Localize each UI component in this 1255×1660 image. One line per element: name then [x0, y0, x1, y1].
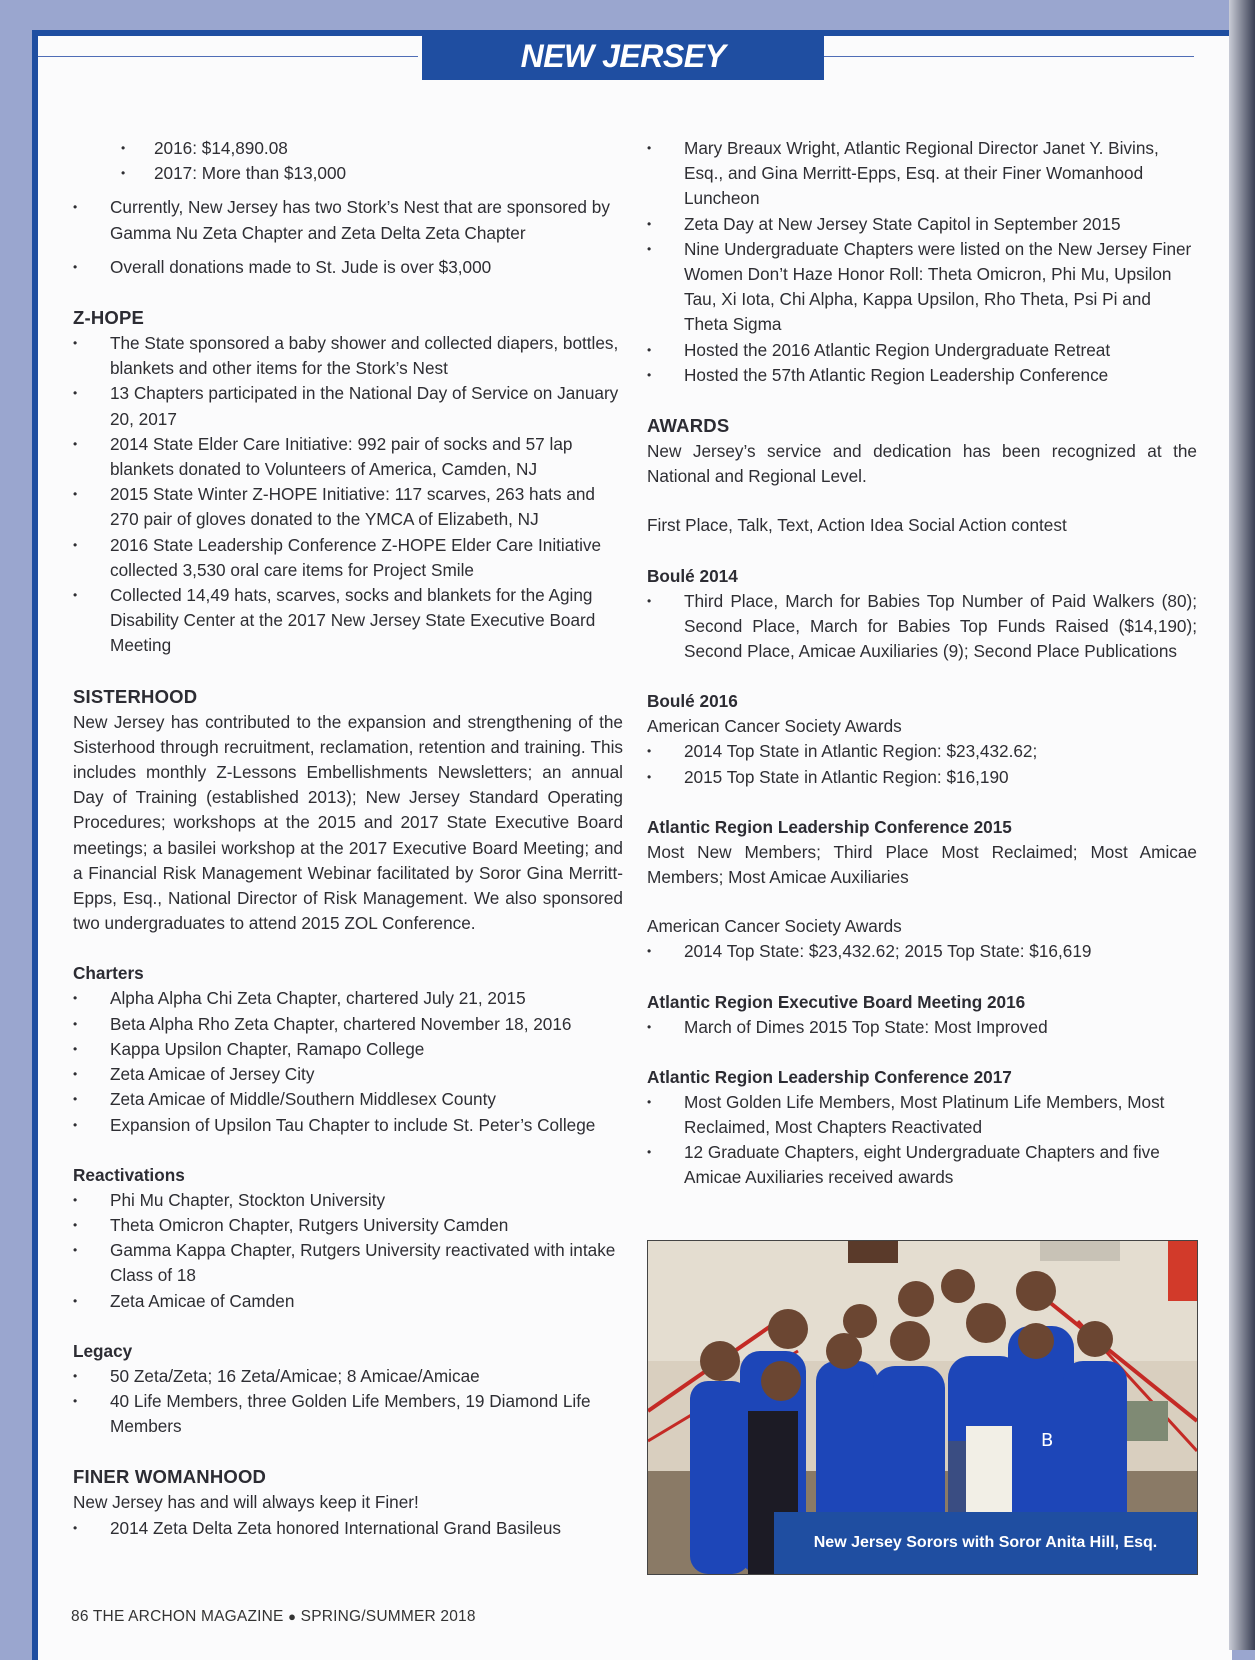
list-item: • 2016: $14,890.08: [110, 136, 623, 161]
sisterhood-paragraph: New Jersey has contributed to the expansion and strengthening of the Sisterhood through recruitment, reclamation, retention and training. This includes monthly Z-Lessons Embellishments Newsletters; an annual Day of Training (established 2013); New Jersey Standard Operating Procedures; workshops at the 2015 and 2017 State Executive Board meetings; a basilei workshop at the 2017 Executive Board Meeting; and a Financial Risk Management Webinar facilitated by Soror Gina Merritt-Epps, Esq., National Director of Risk Management. We also sponsored two undergraduates to attend 2015 ZOL Conference.: [73, 711, 623, 934]
list-item: • Most Golden Life Members, Most Platinum Life Members, Most Reclaimed, Most Chapters Reactivated: [647, 1090, 1197, 1140]
page-title: NEW JERSEY: [422, 32, 824, 80]
subheading-boule-2014: Boulé 2014: [647, 565, 738, 586]
list-item: • 2014 Top State in Atlantic Region: $23,432.62;: [647, 739, 1197, 764]
list-item: • Gamma Kappa Chapter, Rutgers University reactivated with intake Class of 18: [73, 1238, 623, 1288]
donation-bullets: [73, 195, 623, 280]
list-item: • 2015 Top State in Atlantic Region: $16,190: [647, 765, 1197, 790]
subheading-reactivations: Reactivations: [73, 1164, 185, 1185]
list-item: • 2014 Top State: $23,432.62; 2015 Top State: $16,619: [647, 939, 1197, 964]
donation-years-list: [73, 136, 623, 186]
svg-text:B: B: [1041, 1430, 1054, 1451]
section-heading-finer-womanhood: FINER WOMANHOOD: [73, 1466, 267, 1488]
list-item: • Hosted the 2016 Atlantic Region Undergraduate Retreat: [647, 338, 1197, 363]
list-item: • 40 Life Members, three Golden Life Members, 19 Diamond Life Members: [73, 1389, 623, 1439]
list-item: • Third Place, March for Babies Top Number of Paid Walkers (80); Second Place, March for Babies Top Funds Raised ($14,190); Second Place, Amicae Auxiliaries (9); Second Place Publications: [647, 589, 1197, 665]
list-item: • 2017: More than $13,000: [110, 161, 623, 186]
list-item: • 12 Graduate Chapters, eight Undergraduate Chapters and five Amicae Auxiliaries received awards: [647, 1140, 1197, 1190]
section-heading-sisterhood: SISTERHOOD: [73, 685, 198, 707]
list-item: • Overall donations made to St. Jude is over $3,000: [73, 255, 623, 280]
list-item: • 50 Zeta/Zeta; 16 Zeta/Amicae; 8 Amicae/Amicae: [73, 1364, 623, 1389]
list-item: • 2014 Zeta Delta Zeta honored International Grand Basileus: [73, 1516, 623, 1541]
list-item: • The State sponsored a baby shower and collected diapers, bottles, blankets and other items for the Stork’s Nest: [73, 331, 623, 381]
subheading-legacy: Legacy: [73, 1340, 133, 1361]
right-column: [647, 136, 1197, 1191]
header-rule-left: [38, 56, 418, 57]
list-item: • Hosted the 57th Atlantic Region Leadership Conference: [647, 363, 1197, 388]
footer-bullet-icon: ●: [288, 1609, 297, 1624]
boule-2016-list: [647, 739, 1197, 789]
list-item: • Currently, New Jersey has two Stork’s Nest that are sponsored by Gamma Nu Zeta Chapter and Zeta Delta Zeta Chapter: [73, 195, 623, 245]
page-footer: [71, 1608, 476, 1626]
list-item: • Zeta Amicae of Middle/Southern Middlesex County: [73, 1087, 623, 1112]
list-item: • Collected 14,49 hats, scarves, socks and blankets for the Aging Disability Center at the 2017 New Jersey State Executive Board Meeting: [73, 583, 623, 659]
section-heading-awards: AWARDS: [647, 415, 730, 437]
list-item: • Zeta Day at New Jersey State Capitol in September 2015: [647, 212, 1197, 237]
list-item: • Zeta Amicae of Jersey City: [73, 1062, 623, 1087]
list-item: • 13 Chapters participated in the National Day of Service on January 20, 2017: [73, 381, 623, 431]
boule-2016-subtitle: American Cancer Society Awards: [647, 716, 902, 737]
list-item: • Beta Alpha Rho Zeta Chapter, chartered November 18, 2016: [73, 1012, 623, 1037]
subheading-arlc-2015: Atlantic Region Leadership Conference 2015: [647, 816, 1012, 837]
arebm-2016-list: [647, 1015, 1197, 1040]
list-item: • 2014 State Elder Care Initiative: 992 pair of socks and 57 lap blankets donated to Volunteers of America, Camden, NJ: [73, 432, 623, 482]
finer-womanhood-continued-list: [647, 136, 1197, 388]
subheading-arlc-2017: Atlantic Region Leadership Conference 2017: [647, 1066, 1012, 1087]
legacy-list: [73, 1364, 623, 1440]
page-number: 86: [71, 1608, 89, 1625]
arlc-2015-paragraph: Most New Members; Third Place Most Reclaimed; Most Amicae Members; Most Amicae Auxiliaries: [647, 841, 1197, 888]
list-item: • Expansion of Upsilon Tau Chapter to include St. Peter’s College: [73, 1113, 623, 1138]
list-item: • Zeta Amicae of Camden: [73, 1289, 623, 1314]
awards-first-place: First Place, Talk, Text, Action Idea Social Action contest: [647, 515, 1067, 536]
list-item: • Theta Omicron Chapter, Rutgers University Camden: [73, 1213, 623, 1238]
left-column: [73, 136, 623, 1541]
issue-date: SPRING/SUMMER 2018: [300, 1608, 476, 1625]
subheading-charters: Charters: [73, 963, 144, 984]
arlc-2017-list: [647, 1090, 1197, 1191]
header-rule-right: [786, 56, 1194, 57]
arlc-2015-subtitle: American Cancer Society Awards: [647, 916, 902, 937]
zhope-list: [73, 331, 623, 659]
list-item: • Kappa Upsilon Chapter, Ramapo College: [73, 1037, 623, 1062]
list-item: • Nine Undergraduate Chapters were listed on the New Jersey Finer Women Don’t Haze Honor Roll: Theta Omicron, Phi Mu, Upsilon Tau, Xi Iota, Chi Alpha, Kappa Upsilon, Rho Theta, Psi Pi and Theta Sigma: [647, 237, 1197, 338]
list-item: • Alpha Alpha Chi Zeta Chapter, chartered July 21, 2015: [73, 986, 623, 1011]
subheading-arebm-2016: Atlantic Region Executive Board Meeting 2016: [647, 991, 1026, 1012]
photo-caption: New Jersey Sorors with Soror Anita Hill, Esq.: [774, 1512, 1197, 1574]
section-heading-zhope: Z-HOPE: [73, 307, 145, 329]
arlc-2015-list: [647, 939, 1197, 964]
continuation-text: Mary Breaux Wright, Atlantic Regional Director Janet Y. Bivins, Esq., and Gina Merritt-Epps, Esq. at their Finer Womanhood Luncheon: [684, 138, 1159, 209]
list-item: • Phi Mu Chapter, Stockton University: [73, 1188, 623, 1213]
finer-womanhood-list: [73, 1516, 623, 1541]
boule-2014-list: [647, 589, 1197, 665]
charters-list: [73, 986, 623, 1137]
subheading-boule-2016: Boulé 2016: [647, 691, 738, 712]
page-spine-shadow: [1229, 0, 1255, 1650]
list-item: • 2015 State Winter Z-HOPE Initiative: 117 scarves, 263 hats and 270 pair of gloves donated to the YMCA of Elizabeth, NJ: [73, 482, 623, 532]
publication-name: THE ARCHON MAGAZINE: [92, 1608, 284, 1625]
awards-paragraph: New Jersey’s service and dedication has been recognized at the National and Regional Level.: [647, 441, 1197, 487]
list-item: • 2016 State Leadership Conference Z-HOPE Elder Care Initiative collected 3,530 oral care items for Project Smile: [73, 533, 623, 583]
list-item: • March of Dimes 2015 Top State: Most Improved: [647, 1015, 1197, 1040]
group-photo: [647, 1240, 1198, 1575]
list-item-continuation: [647, 136, 1197, 212]
finer-womanhood-intro: New Jersey has and will always keep it Finer!: [73, 1492, 419, 1513]
reactivations-list: [73, 1188, 623, 1314]
